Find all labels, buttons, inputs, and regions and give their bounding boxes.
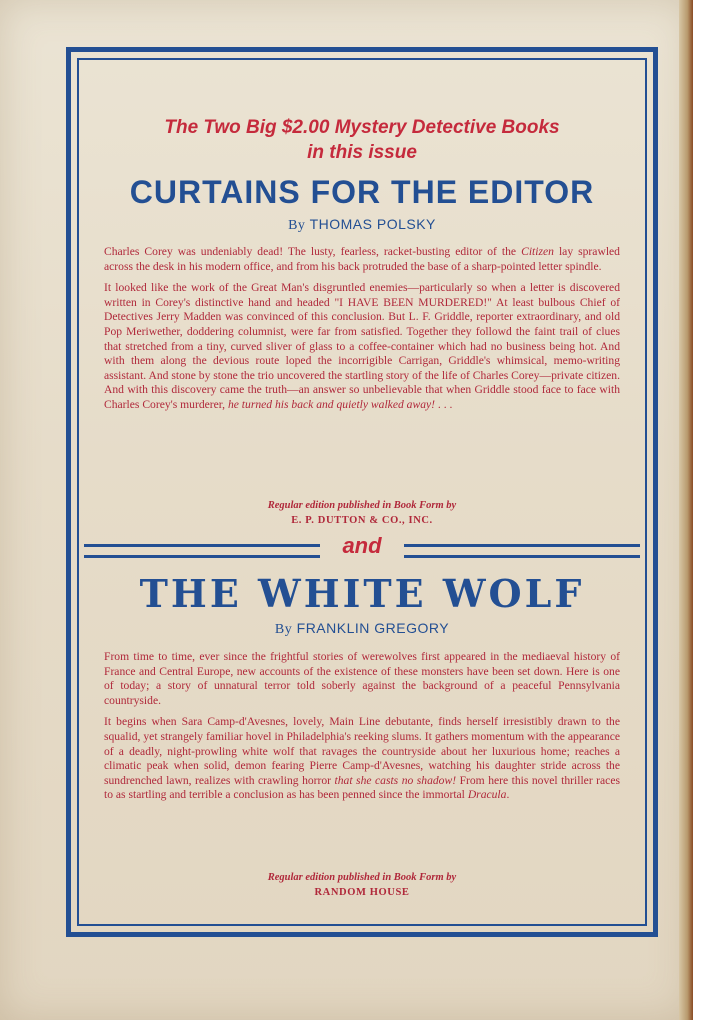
book2-credit	[104, 870, 620, 900]
book2-by: By	[274, 622, 293, 637]
separator-rule-left	[84, 544, 320, 558]
teaser-block	[104, 115, 620, 165]
book2-publisher: RANDOM HOUSE	[314, 887, 410, 898]
book2-credit-line-1: Regular edition published in Book Form by	[267, 872, 457, 883]
teaser-line-1: The Two Big $2.00 Mystery Detective Books	[164, 117, 560, 138]
book1-title: CURTAINS FOR THE EDITOR	[129, 174, 595, 210]
book1-paragraph-2: It looked like the work of the Great Man's disgruntled enemies—particularly so when a letter is discovered written in Corey's distinctive hand and headed "I HAVE BEEN MURDERED!" At least bulbous Chief of Detectives Jerry Madden was convinced of this conclusion. But L. F. Griddle, reporter extraordinary, and old Pop Meriwether, doddering columnist, were far from satisfied. Together they followd the faint trail of clues that stretched from a tiny, curved sliver of glass to a coffee-container which had no business being hot. And with them along the devious route loped the incorrigible Carrigan, Griddle's whimsical, memo-writing assistant. And stone by stone the trio uncovered the startling story of the life of Charles Corey—private citizen. And with this discovery came the truth—an answer so unbelievable that when Griddle stood face to face with Charles Corey's murderer, he turned his back and quietly walked away! . . .	[104, 281, 620, 411]
book2-byline	[104, 620, 620, 638]
book1-publisher: E. P. DUTTON & CO., INC.	[291, 515, 433, 526]
book2-title: THE WHITE WOLF	[139, 571, 585, 616]
book2-paragraph-1: From time to time, ever since the frightful stories of werewolves first appeared in the mediaeval history of France and Central Europe, new accounts of the existence of these monsters have been set down. Here is one of today; a story of unnatural terror told soberly against the background of a peaceful Pennsylvania countryside.	[104, 650, 620, 707]
book1-by: By	[288, 218, 306, 233]
book1-synopsis	[104, 245, 620, 420]
separator-and: and	[342, 533, 382, 558]
book2-author: FRANKLIN GREGORY	[296, 620, 450, 636]
book1-byline	[104, 216, 620, 234]
book2-synopsis	[104, 650, 620, 810]
book1-credit	[104, 498, 620, 528]
book1-author: THOMAS POLSKY	[309, 216, 436, 232]
book1-credit-line-1: Regular edition published in Book Form by	[267, 500, 457, 511]
teaser-line-2: in this issue	[307, 142, 417, 163]
and-separator	[84, 533, 640, 563]
book1-heading	[104, 172, 620, 234]
book2-heading	[104, 570, 620, 638]
spine-edge	[679, 0, 693, 1020]
separator-rule-right	[404, 544, 640, 558]
book2-paragraph-2: It begins when Sara Camp-d'Avesnes, lovely, Main Line debutante, finds herself irresistibly drawn to the squalid, yet strangely familiar hovel in Philadelphia's reeking slums. It gathers momentum with the appearance of a deadly, night-prowling white wolf that ravages the countryside about her luxurious home; reaches a climatic peak when solid, demon fearing Pierre Camp-d'Avesnes, watching his daughter stride across the sundrenched lawn, realizes with crawling horror that she casts no shadow! From here this novel thriller races to as startling and terrible a conclusion as has been penned since the immortal Dracula.	[104, 715, 620, 802]
book1-paragraph-1: Charles Corey was undeniably dead! The lusty, fearless, racket-busting editor of the Citizen lay sprawled across the desk in his modern office, and from his back protruded the base of a sharp-pointed letter spindle.	[104, 245, 620, 273]
